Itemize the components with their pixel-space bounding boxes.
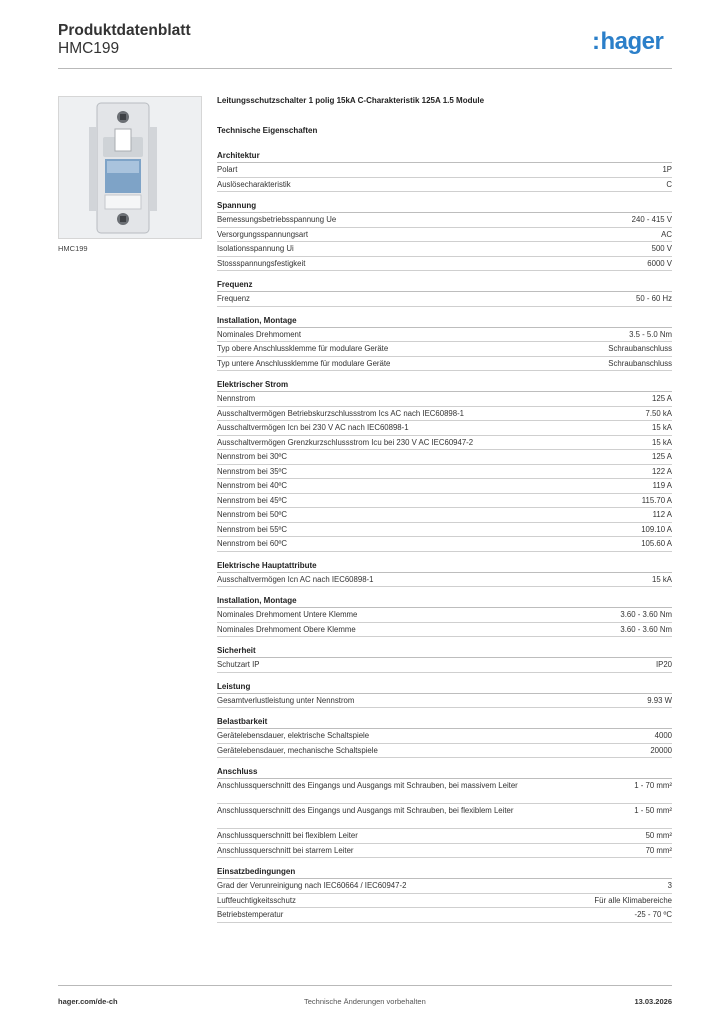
- section-title: Elektrische Hauptattribute: [217, 560, 672, 573]
- footer-date: 13.03.2026: [634, 997, 672, 1006]
- header-divider: [58, 68, 672, 69]
- spec-value: 9.93 W: [647, 695, 672, 705]
- spec-row: [217, 729, 672, 744]
- spec-label: Gesamtverlustleistung unter Nennstrom: [217, 695, 355, 705]
- hager-logo: :hager: [592, 28, 664, 55]
- spec-section: [217, 200, 672, 271]
- spec-row: [217, 508, 672, 523]
- spec-label: Nennstrom bei 35ºC: [217, 466, 288, 476]
- spec-label: Schutzart IP: [217, 660, 260, 669]
- spec-value: 20000: [650, 745, 672, 755]
- spec-value: 1 - 50 mm²: [634, 806, 672, 815]
- spec-section: [217, 595, 672, 637]
- spec-row: [217, 494, 672, 509]
- spec-label: Frequenz: [217, 294, 250, 303]
- spec-row: [217, 357, 672, 372]
- tech-properties-heading: Technische Eigenschaften: [217, 126, 318, 135]
- spec-row: [217, 894, 672, 909]
- spec-label: Nennstrom bei 40ºC: [217, 481, 288, 490]
- product-image: [58, 96, 202, 239]
- spec-value: 3.60 - 3.60 Nm: [620, 624, 672, 634]
- spec-row: [217, 228, 672, 243]
- circuit-breaker-icon: [59, 97, 201, 238]
- product-code: HMC199: [58, 40, 120, 57]
- spec-label: Nennstrom bei 50ºC: [217, 510, 288, 519]
- spec-value: 1 - 70 mm²: [634, 781, 672, 790]
- spec-value: 1P: [662, 165, 672, 174]
- spec-value: Schraubanschluss: [608, 344, 672, 353]
- spec-row: [217, 537, 672, 552]
- spec-section: [217, 866, 672, 923]
- spec-label: Stossspannungsfestigkeit: [217, 258, 306, 268]
- section-title: Spannung: [217, 200, 672, 213]
- page-title: Produktdatenblatt: [58, 22, 191, 39]
- spec-value: 115.70 A: [641, 495, 672, 505]
- spec-value: IP20: [655, 660, 672, 669]
- spec-label: Grad der Verunreinigung nach IEC60664 / IEC60947-2: [217, 881, 407, 890]
- spec-section: [217, 279, 672, 307]
- spec-label: Anschlussquerschnitt des Eingangs und Ausgangs mit Schrauben, bei flexiblem Leiter: [217, 806, 514, 815]
- spec-row: [217, 292, 672, 307]
- spec-section: [217, 681, 672, 709]
- section-title: Sicherheit: [217, 645, 672, 658]
- spec-value: 70 mm²: [645, 845, 672, 855]
- spec-section: [217, 766, 672, 858]
- spec-value: 125 A: [652, 394, 672, 403]
- spec-value: 50 - 60 Hz: [636, 294, 672, 303]
- spec-label: Ausschaltvermögen Icn bei 230 V AC nach IEC60898-1: [217, 423, 409, 432]
- spec-row: [217, 829, 672, 844]
- spec-label: Nennstrom: [217, 394, 256, 403]
- spec-value: Für alle Klimabereiche: [594, 895, 672, 905]
- spec-label: Ausschaltvermögen Grenzkurzschlussstrom Icu bei 230 V AC IEC60947-2: [217, 437, 474, 447]
- footer-divider: [58, 985, 672, 986]
- section-title: Installation, Montage: [217, 595, 672, 608]
- spec-label: Luftfeuchtigkeitsschutz: [217, 895, 296, 905]
- spec-value: 15 kA: [652, 437, 672, 447]
- section-title: Einsatzbedingungen: [217, 866, 672, 879]
- spec-value: 112 A: [652, 510, 672, 519]
- spec-label: Polart: [217, 165, 238, 174]
- spec-row: [217, 450, 672, 465]
- spec-value: 50 mm²: [645, 831, 672, 840]
- spec-row: [217, 479, 672, 494]
- spec-section: [217, 645, 672, 673]
- spec-section: [217, 560, 672, 588]
- spec-section: [217, 379, 672, 552]
- spec-row: [217, 407, 672, 422]
- spec-value: 125 A: [652, 452, 672, 461]
- spec-row: [217, 694, 672, 709]
- spec-value: 105.60 A: [641, 539, 672, 548]
- spec-value: 122 A: [652, 466, 672, 476]
- spec-label: Gerätelebensdauer, mechanische Schaltspiele: [217, 745, 378, 755]
- spec-row: [217, 804, 672, 829]
- spec-row: [217, 163, 672, 178]
- spec-row: [217, 623, 672, 638]
- spec-row: [217, 744, 672, 759]
- spec-label: Nennstrom bei 60ºC: [217, 539, 288, 548]
- spec-label: Nennstrom bei 45ºC: [217, 495, 288, 505]
- section-title: Leistung: [217, 681, 672, 694]
- spec-label: Bemessungsbetriebsspannung Ue: [217, 215, 337, 224]
- spec-value: 500 V: [651, 244, 672, 253]
- spec-value: 3: [667, 881, 672, 890]
- spec-label: Isolationsspannung Ui: [217, 244, 294, 253]
- spec-row: [217, 658, 672, 673]
- spec-value: 15 kA: [652, 423, 672, 432]
- spec-row: [217, 573, 672, 588]
- spec-label: Anschlussquerschnitt des Eingangs und Ausgangs mit Schrauben, bei massivem Leiter: [217, 781, 518, 790]
- spec-label: Nominales Drehmoment Obere Klemme: [217, 624, 356, 634]
- spec-value: 3.60 - 3.60 Nm: [620, 610, 672, 619]
- spec-label: Nennstrom bei 55ºC: [217, 524, 288, 534]
- spec-row: [217, 779, 672, 804]
- spec-value: 109.10 A: [641, 524, 672, 534]
- spec-label: Nominales Drehmoment Untere Klemme: [217, 610, 358, 619]
- spec-label: Typ obere Anschlussklemme für modulare Geräte: [217, 344, 389, 353]
- spec-row: [217, 465, 672, 480]
- spec-row: [217, 879, 672, 894]
- spec-row: [217, 421, 672, 436]
- spec-label: Ausschaltvermögen Betriebskurzschlussstrom Ics AC nach IEC60898-1: [217, 408, 465, 418]
- spec-value: 7.50 kA: [645, 408, 672, 418]
- spec-value: C: [666, 179, 672, 189]
- spec-row: [217, 908, 672, 923]
- spec-row: [217, 178, 672, 193]
- spec-row: [217, 608, 672, 623]
- section-title: Anschluss: [217, 766, 672, 779]
- spec-value: -25 - 70 ºC: [634, 910, 672, 919]
- footer-website-link[interactable]: hager.com/de-ch: [58, 997, 118, 1006]
- spec-value: 240 - 415 V: [631, 215, 672, 224]
- spec-label: Nominales Drehmoment: [217, 329, 302, 339]
- section-title: Installation, Montage: [217, 315, 672, 328]
- spec-value: 4000: [654, 731, 672, 740]
- section-title: Belastbarkeit: [217, 716, 672, 729]
- spec-label: Anschlussquerschnitt bei flexiblem Leiter: [217, 831, 358, 840]
- spec-value: 119 A: [652, 481, 672, 490]
- spec-label: Betriebstemperatur: [217, 910, 284, 919]
- spec-value: 6000 V: [647, 258, 672, 268]
- spec-value: 3.5 - 5.0 Nm: [629, 329, 672, 339]
- spec-value: AC: [661, 229, 672, 239]
- spec-label: Ausschaltvermögen Icn AC nach IEC60898-1: [217, 574, 374, 584]
- spec-row: [217, 242, 672, 257]
- section-title: Architektur: [217, 150, 672, 163]
- spec-content: [217, 96, 672, 931]
- spec-row: [217, 213, 672, 228]
- spec-label: Anschlussquerschnitt bei starrem Leiter: [217, 845, 354, 855]
- spec-row: [217, 257, 672, 272]
- spec-row: [217, 328, 672, 343]
- spec-section: [217, 716, 672, 758]
- spec-row: [217, 342, 672, 357]
- section-title: Frequenz: [217, 279, 672, 292]
- spec-label: Versorgungsspannungsart: [217, 229, 309, 239]
- image-caption: HMC199: [58, 244, 88, 253]
- spec-label: Gerätelebensdauer, elektrische Schaltspiele: [217, 731, 370, 740]
- section-title: Elektrischer Strom: [217, 379, 672, 392]
- spec-row: [217, 523, 672, 538]
- spec-row: [217, 392, 672, 407]
- spec-label: Typ untere Anschlussklemme für modulare Geräte: [217, 358, 391, 368]
- spec-sections: [217, 150, 672, 923]
- page-header: [58, 22, 191, 58]
- spec-row: [217, 844, 672, 859]
- spec-label: Auslösecharakteristik: [217, 179, 291, 189]
- spec-value: Schraubanschluss: [608, 358, 672, 368]
- spec-value: 15 kA: [652, 574, 672, 584]
- product-description: Leitungsschutzschalter 1 polig 15kA C-Charakteristik 125A 1.5 Module: [217, 96, 485, 105]
- footer-notice: Technische Änderungen vorbehalten: [304, 997, 426, 1006]
- spec-label: Nennstrom bei 30ºC: [217, 452, 288, 461]
- spec-section: [217, 315, 672, 372]
- spec-section: [217, 150, 672, 192]
- spec-row: [217, 436, 672, 451]
